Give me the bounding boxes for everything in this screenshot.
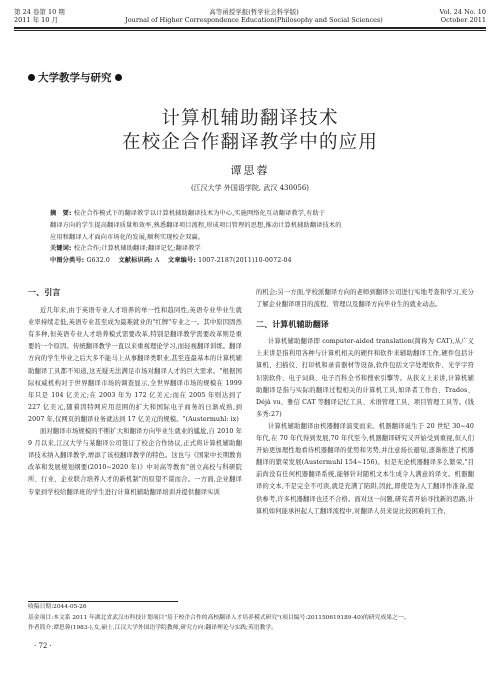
doc-code: A (154, 257, 160, 265)
article-title-line-2: 在校企合作翻译教学中的应用 (121, 132, 379, 153)
classification-line (50, 255, 455, 267)
paragraph: 计算机辅助翻译即 computer-aided translation(简称为 CAT),从广义上来讲是指利用各种与计算机相关的硬件和软件来辅助翻译工作,硬件包括计算机、扫描仪、打印机和录音器材等设备,软件包括文字处理软件、光学字符识别软件、电子词典、电子百科全书和搜索引擎等。从狭义上来讲,计算机辅助翻译是指与实际的翻译过程相关的计算机工具,如译者工作台、Trados、Déjà vu、雅信 CAT 等翻译记忆工具、术语管理工具、项目管理工具等。(钱多秀:27) (256, 338, 474, 418)
bullet-icon (28, 74, 35, 81)
bullet-icon (115, 74, 122, 81)
article-title-line-1: 计算机辅助翻译技术 (161, 108, 339, 129)
footnote (28, 602, 478, 634)
header-center (124, 8, 384, 24)
author-affiliation: (江汉大学 外国语学院, 武汉 430056) (190, 184, 310, 192)
heading-cat: 二、计算机辅助翻译 (256, 320, 329, 330)
volume-issue-en: Vol. 24 No. 10 (439, 8, 486, 16)
paragraph: 近几年来,由于英语专业人才培养的单一性和趋同性,英语专业毕业生就业率持续走低,英语专业甚至成为最难就业的"红牌"专业之一。其中原因固然有多种,但英语专业人才培养模式需要改革,特别是翻译教学需要改革则是重要的一个原因。传统翻译教学一直以来重视理论学习,而轻视翻译训练。翻译方向的学生毕业之后大多不能马上从事翻译类职业,甚至连最基本的计算机辅助翻译工具都不知道,这无疑无法满足市场对翻译人才的巨大需求。"根据国际权威机构对于世界翻译市场的调查显示,全世界翻译市场的规模在 1999 年只是 104 亿美元;在 2003 年为 172 亿美元;而在 2005 年则达到了 227 亿美元,随着因特网应用范围的扩大和国际电子商务的日渐成熟,到 2007 年,仅网页的翻译业务就达到 17 亿美元的规模。"(Austermuhl: ix) (28, 307, 242, 423)
paragraph: 面对翻译市场规模的不断扩大和翻译方向毕业生就业的尴尬,自 2010 年 9 月以来,江汉大学与某翻译公司签订了校企合作协议,正式将计算机辅助翻译技术纳入翻译教学,增添了该校翻译教学的特色。这也与《国家中长期教育改革和发展规划纲要(2010~2020 年)》中对高等教育"创立高校与科研院所、行业、企业联合培养人才的新机制"的原望不谋而合。一方面,企业翻译专家到学校给翻译班的学生进行计算机辅助翻译培训并提供翻译实训 (28, 428, 242, 496)
page-number: · 72 · (34, 642, 52, 650)
right-column (256, 287, 474, 518)
author-bio: 作者简介:谭思蓉(1983-),女,硕士,江汉大学外国语学院教师,研究方向:翻译理论与实践;英语教学。 (28, 625, 277, 631)
header-right (440, 8, 486, 24)
issue-date-en: October 2011 (440, 16, 486, 24)
abstract-label: 摘 要: (50, 210, 72, 217)
volume-issue: 第 24 卷第 10 期 (14, 8, 65, 16)
article-number-label: 文章编号: (168, 257, 196, 265)
author-name: 谭思蓉 (230, 164, 270, 177)
section-tag (28, 70, 122, 85)
doc-code-label: 文献标识码: (118, 257, 153, 265)
issue-date: 2011 年 10 月 (14, 16, 59, 24)
journal-name-cn: 高等函授学报(哲学社会科学版) (209, 8, 299, 16)
heading-introduction: 一、引言 (28, 288, 61, 297)
abstract (50, 208, 455, 267)
classification-code: G632.0 (86, 257, 110, 265)
abstract-text: 校企合作模式下的翻译教学以计算机辅助翻译技术为中心,实施网络化互动翻译教学,有助于 (73, 210, 326, 217)
paragraph: 计算机辅助翻译由机器翻译演变而来。机器翻译诞生于 20 世纪 30~40 年代,在 70 年代得到发展,70 年代至今,机器翻译研究又开始受到重视,但人们开始更加理性地看待机器翻译的优势和劣势,并注意扬长避短,逐渐推进了机器翻译的繁荣发展(Austermuhl 154~156)。但是无论机器翻译多么繁荣,"目前尚没有任何机器翻译系统,能够针对随机文本生成令人满意的译文。机器翻译的文本,不是完全不可读,就是充满了陷阱,因此,即使是为人工翻译作准备,提供参考,许多机器翻译也还不合格。面对这一问题,研究者开始寻找新的思路,计算机如何能承担起人工翻译流程中,对翻译人员来说比较困难的工作, (256, 422, 474, 515)
article-number: 1007-2187(2011)10-0072-04 (198, 257, 292, 265)
received-date: 收稿日期:2044-05-26 (28, 604, 87, 610)
abstract-line (50, 208, 455, 220)
keywords (50, 243, 455, 255)
abstract-line: 翻译方向的学生提高翻译质量和效率,熟悉翻译项目流程,形成项目管理的思想,推动计算机辅助翻译技术的 (50, 221, 342, 229)
header-left (14, 8, 65, 24)
paragraph: 的机会;另一方面,学校派翻译方向的老师到翻译公司进行实地考查和学习,充分了解企业翻译项目的流程、管理以及翻译方向毕业生的就业动态。 (256, 289, 474, 309)
keywords-label: 关键词: (50, 245, 72, 253)
fund-info: 基金项目:本文系 2011 年湖北省武汉市科技计划项目"基于校企合作的高校翻译人才培养模式研究"(项目编号:201150619189-40)的研究成果之一。 (28, 614, 410, 621)
header-rule (14, 27, 486, 29)
left-column (28, 287, 242, 499)
header-rule-thin (14, 30, 486, 31)
journal-name-en: Journal of Higher Correspondence Education(Philosophy and Social Sciences) (125, 16, 383, 24)
classification-label: 中图分类号: (50, 257, 85, 265)
abstract-line: 应用和翻译人才面向市场化的发展,顺利实现校企双赢。 (50, 233, 205, 241)
keywords-text: 校企合作;计算机辅助翻译;翻译记忆;翻译教学 (73, 245, 201, 253)
section-tag-label: 大学教学与研究 (38, 72, 112, 84)
